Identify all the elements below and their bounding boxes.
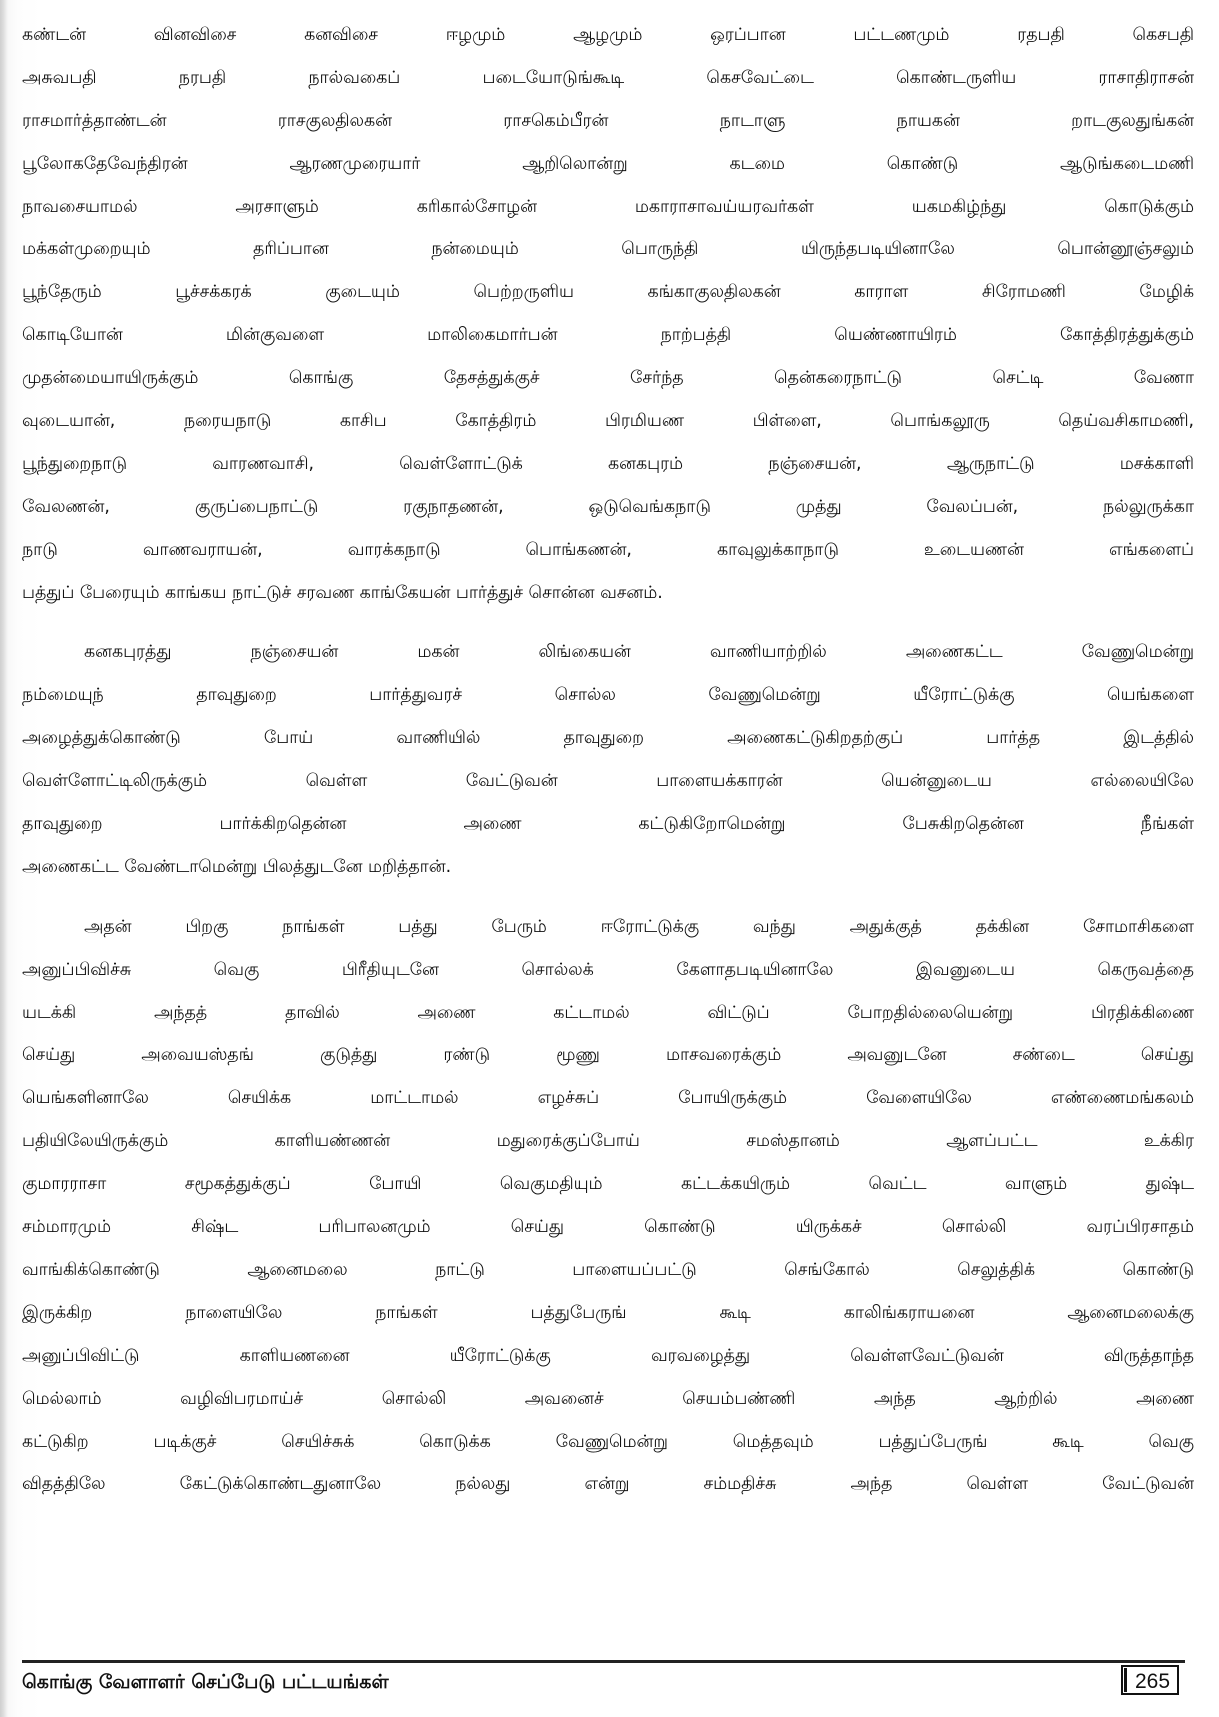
- page-binding-shadow: [0, 0, 8, 1717]
- text-line: கட்டுகிற படிக்குச் செயிச்சுக் கொடுக்க வேணுமென்று மெத்தவும் பத்துப்பேருங் கூடி வெகு: [22, 1431, 1194, 1452]
- text-line: விதத்திலே கேட்டுக்கொண்டதுனாலே நல்லது என்று சம்மதிச்சு அந்த வெள்ள வேட்டுவன்: [22, 1474, 1194, 1495]
- running-footer-title: கொங்கு வேளாளர் செப்பேடு பட்டயங்கள்: [22, 1671, 389, 1693]
- paragraph-gap: [22, 614, 1194, 631]
- paragraph-3: [22, 906, 1194, 1506]
- body-text: [22, 14, 1194, 1506]
- paragraph-2: [22, 631, 1194, 888]
- text-line: நாவசையாமல் அரசாளும் கரிகால்சோழன் மகாராசாவய்யரவர்கள் யகமகிழ்ந்து கொடுக்கும்: [22, 196, 1194, 217]
- text-line: வாங்கிக்கொண்டு ஆனைமலை நாட்டு பாளையப்பட்டு செங்கோல் செலுத்திக் கொண்டு: [22, 1259, 1194, 1280]
- text-line: வுடையான், நரையநாடு காசிப கோத்திரம் பிரமியண பிள்ளை, பொங்கலூரு தெய்வசிகாமணி,: [22, 411, 1194, 432]
- text-line: கொடியோன் மின்குவளை மாலிகைமார்பன் நாற்பத்தி யெண்ணாயிரம் கோத்திரத்துக்கும்: [22, 325, 1194, 346]
- text-line: பதியிலேயிருக்கும் காளியண்ணன் மதுரைக்குப்போய் சமஸ்தானம் ஆளப்பட்ட உக்கிர: [22, 1131, 1194, 1152]
- text-line: தாவுதுறை பார்க்கிறதென்ன அணை கட்டுகிறோமென்று பேசுகிறதென்ன நீங்கள்: [22, 814, 1194, 835]
- text-line: அசுவபதி நரபதி நால்வகைப் படையோடுங்கூடி கெசவேட்டை கொண்டருளிய ராசாதிராசன்: [22, 67, 1194, 88]
- text-line: கனகபுரத்து நஞ்சையன் மகன் லிங்கையன் வாணியாற்றில் அணைகட்ட வேணுமென்று: [84, 642, 1194, 663]
- text-line: அனுப்பிவிச்சு வெகு பிரீதியுடனே சொல்லக் கேளாதபடியினாலே இவனுடைய கெருவத்தை: [22, 959, 1194, 980]
- footer-divider: [22, 1660, 1185, 1663]
- text-line: அனுப்பிவிட்டு காளியணனை யீரோட்டுக்கு வரவழைத்து வெள்ளவேட்டுவன் விருத்தாந்த: [22, 1345, 1194, 1366]
- paragraph-1: [22, 14, 1194, 614]
- text-line: அதன் பிறகு நாங்கள் பத்து பேரும் ஈரோட்டுக்கு வந்து அதுக்குத் தக்கின சோமாசிகளை: [84, 916, 1194, 937]
- text-line: குமாரராசா சமூகத்துக்குப் போயி வெகுமதியும் கட்டக்கயிரும் வெட்ட வாளும் துஷ்ட: [22, 1174, 1194, 1195]
- text-line: பூந்தேரும் பூச்சக்கரக் குடையும் பெற்றருளிய கங்காகுலதிலகன் காராள சிரோமணி மேழிக்: [22, 282, 1194, 303]
- text-line: பூலோகதேவேந்திரன் ஆரணமுரையார் ஆறிலொன்று கடமை கொண்டு ஆடுங்கடைமணி: [22, 153, 1194, 174]
- text-line: நம்மையுந் தாவுதுறை பார்த்துவரச் சொல்ல வேணுமென்று யீரோட்டுக்கு யெங்களை: [22, 685, 1194, 706]
- page-number: 265: [1121, 1665, 1179, 1695]
- text-line: மக்கள்முறையும் தரிப்பான நன்மையும் பொருந்தி யிருந்தபடியினாலே பொன்னூஞ்சலும்: [22, 239, 1194, 260]
- paragraph-gap: [22, 889, 1194, 906]
- text-line: யெங்களினாலே செயிக்க மாட்டாமல் எழச்சுப் போயிருக்கும் வேளையிலே எண்ணைமங்கலம்: [22, 1088, 1194, 1109]
- text-line: சம்மாரமும் சிஷ்ட பரிபாலனமும் செய்து கொண்டு யிருக்கச் சொல்லி வரப்பிரசாதம்: [22, 1217, 1194, 1238]
- text-line: யடக்கி அந்தத் தாவில் அணை கட்டாமல் விட்டுப் போறதில்லையென்று பிரதிக்கிணை: [22, 1002, 1194, 1023]
- text-line: செய்து அவையஸ்தங் குடுத்து ரண்டு மூணு மாசவரைக்கும் அவனுடனே சண்டை செய்து: [22, 1045, 1194, 1066]
- text-line: ராசமார்த்தாண்டன் ராசகுலதிலகன் ராசகெம்பீரன் நாடாளு நாயகன் றாடகுலதுங்கன்: [22, 110, 1194, 131]
- text-line: இருக்கிற நாளையிலே நாங்கள் பத்துபேருங் கூடி காலிங்கராயனை ஆனைமலைக்கு: [22, 1302, 1194, 1323]
- text-line: பத்துப் பேரையும் காங்கய நாட்டுச் சரவண காங்கேயன் பார்த்துச் சொன்ன வசனம்.: [22, 582, 663, 603]
- text-line: வெள்ளோட்டிலிருக்கும் வெள்ள வேட்டுவன் பாளையக்காரன் யென்னுடைய எல்லையிலே: [22, 771, 1194, 792]
- text-line: அணைகட்ட வேண்டாமென்று பிலத்துடனே மறித்தான்.: [22, 856, 452, 877]
- text-line: பூந்துறைநாடு வாரணவாசி, வெள்ளோட்டுக் கனகபுரம் நஞ்சையன், ஆருநாட்டு மசக்காளி: [22, 453, 1194, 474]
- text-line: நாடு வாணவராயன், வாரக்கநாடு பொங்கணன், காவுலுக்காநாடு உடையணன் எங்களைப்: [22, 539, 1194, 560]
- text-line: அழைத்துக்கொண்டு போய் வாணியில் தாவுதுறை அணைகட்டுகிறதற்குப் பார்த்த இடத்தில்: [22, 728, 1194, 749]
- text-line: வேலணன், குருப்பைநாட்டு ரகுநாதணன், ஒடுவெங்கநாடு முத்து வேலப்பன், நல்லுருக்கா: [22, 496, 1194, 517]
- text-line: முதன்மையாயிருக்கும் கொங்கு தேசத்துக்குச் சேர்ந்த தென்கரைநாட்டு செட்டி வேணா: [22, 368, 1194, 389]
- text-line: மெல்லாம் வழிவிபரமாய்ச் சொல்லி அவனைச் செயம்பண்ணி அந்த ஆற்றில் அணை: [22, 1388, 1194, 1409]
- text-line: கண்டன் வினவிசை கனவிசை ஈழமும் ஆழமும் ஒரப்பான பட்டணமும் ரதபதி கெசபதி: [22, 25, 1194, 45]
